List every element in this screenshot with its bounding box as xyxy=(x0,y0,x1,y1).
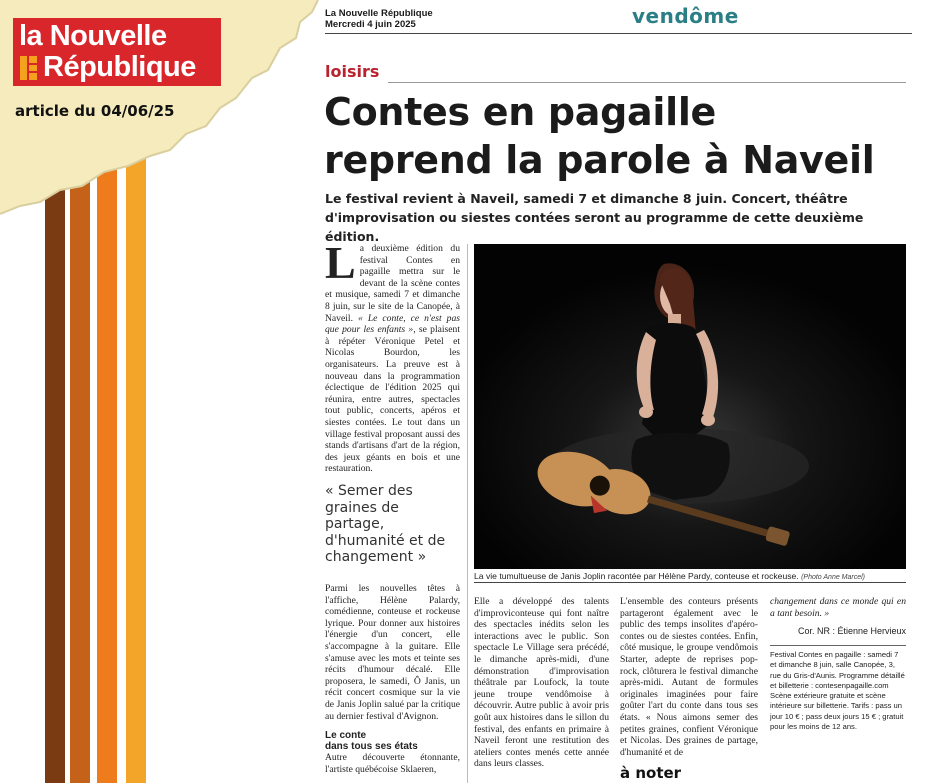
body-paragraph: L'ensemble des conteurs présents partageront également avec le public des temps insolites d'apéro-contes ou de siestes contées. Enfin, côté musique, le groupe vendômois Starter, adepte de reprises pop-rock, clôturera le festival dimanche après-midi. Autant de formules originales imaginées pour faire goûter l'art du conte dans tous ses états. « Nous aimons semer des petites graines, confient Véronique et Nicolas. Des graines de partage, d'humanité et de xyxy=(620,596,758,758)
body-column-4 xyxy=(770,596,906,619)
article-date-label: article du 04/06/25 xyxy=(15,102,175,120)
lead-text-2: , se plaisent à répéter Véronique Petel et Nicolas Bourdon, les organisateurs. La preuve est à nouveau dans la programmation éclectique de l'édition 2025 qui réunira, entre autres, spectacles tout public, concerts, apéros et siestes contées. Le tout dans un village festival proposant aussi des stands d'artisans d'art de la région, des jeux géants en bois et une restauration. xyxy=(325,324,460,475)
body-paragraph: Parmi les nouvelles têtes à l'affiche, Hélène Palardy, comédienne, conteuse et rockeuse lyrique. Pour donner aux histoires l'énergie d'un concert, elle s'accompagne à la guitare. Elle s'amuse avec les mots et teinte ses récits d'humour décalé. Elle proposera, le samedi, Ô Janis, un récit concert cosmique sur la vie de Janis Joplin salué par la critique au dernier festival d'Avignon. xyxy=(325,583,460,722)
lead-text-1: a deuxième édition du festival Contes en pagaille mettra sur le devant de la scène contes et musique, samedi 7 et dimanche 8 juin, sur le site de la Canopée, à Naveil. xyxy=(325,243,460,324)
subheading-line-2: dans tous ses états xyxy=(325,741,418,753)
subheading-line-1: Le conte xyxy=(325,730,367,742)
logo-line-2: République xyxy=(43,51,196,83)
body-paragraph: Autre découverte étonnante, l'artiste québécoise Sklaeren, xyxy=(325,752,460,775)
lead-quote: « Le conte, ce n'est pas que pour les enfants » xyxy=(325,312,461,336)
column-divider xyxy=(467,244,468,783)
masthead-left xyxy=(325,8,433,30)
a-noter-heading: à noter xyxy=(620,764,682,782)
body-paragraph: Elle a développé des talents d'improviconteuse qui font naître des spectacles inédits selon les interactions avec le public. Son spectacle Le Village sera précédé, le dimanche après-midi, d'une démonstration d'improvisation théâtrale par Loufock, la toute jeune troupe vendômoise à découvrir. Autre public à avoir pris goût aux histoires dans le sillon du festival, des enfants en primaire à Naveil feront une restitution des ateliers contes menés cette année dans leurs classes. xyxy=(474,596,609,770)
decorative-stripe xyxy=(45,150,65,783)
newspaper-logo xyxy=(13,18,221,86)
body-column-1 xyxy=(325,583,460,775)
caption-divider xyxy=(474,582,906,583)
drop-cap: L xyxy=(325,237,356,288)
pull-quote: « Semer des graines de partage, d'humanité et de changement » xyxy=(325,483,446,565)
headline-line-2: reprend la parole à Naveil xyxy=(324,138,875,182)
rubric-divider xyxy=(388,82,906,83)
paper-name: La Nouvelle République xyxy=(325,8,433,19)
headline-line-1: Contes en pagaille xyxy=(324,90,717,134)
body-paragraph: changement dans ce monde qui en a tant besoin. » xyxy=(770,596,906,619)
photo-credit: (Photo Anne Marcel) xyxy=(801,574,866,581)
body-column-3 xyxy=(620,596,758,758)
logo-line-1: la Nouvelle xyxy=(19,20,167,52)
decorative-stripe xyxy=(126,150,146,783)
masthead-divider xyxy=(325,33,912,34)
lead-column xyxy=(325,237,461,475)
photo-caption xyxy=(474,571,906,581)
photo-caption-text: La vie tumultueuse de Janis Joplin racontée par Hélène Pardy, conteuse et rockeuse. xyxy=(474,571,799,581)
newspaper-page xyxy=(322,0,914,783)
author-signature: Cor. NR : Étienne Hervieux xyxy=(797,626,906,636)
headline xyxy=(324,88,914,184)
logo-mark-icon xyxy=(20,56,37,80)
decorative-banner xyxy=(0,0,300,783)
decorative-stripe xyxy=(70,150,90,783)
body-column-2 xyxy=(474,596,609,770)
rubric-label: loisirs xyxy=(325,62,380,81)
article-standfirst: Le festival revient à Naveil, samedi 7 et dimanche 8 juin. Concert, théâtre d'improvisation ou siestes contées seront au programme de cette deuxième édition. xyxy=(325,191,864,244)
section-name: vendôme xyxy=(632,4,739,28)
decorative-stripe xyxy=(97,150,117,783)
article-photo xyxy=(474,244,906,569)
subheading xyxy=(325,730,460,752)
practical-info-box: Festival Contes en pagaille : samedi 7 et dimanche 8 juin, salle Canopée, 3, rue du Gris-d'Aunis. Programme détaillé et billetterie : contesenpagaille.com Scène extérieure gratuite et scène intérieure sur billetterie. Tarifs : pass un jour 10 € ; pass deux jours 15 € ; gratuit pour les moins de 12 ans. xyxy=(770,645,906,732)
edition-date: Mercredi 4 juin 2025 xyxy=(325,19,416,30)
